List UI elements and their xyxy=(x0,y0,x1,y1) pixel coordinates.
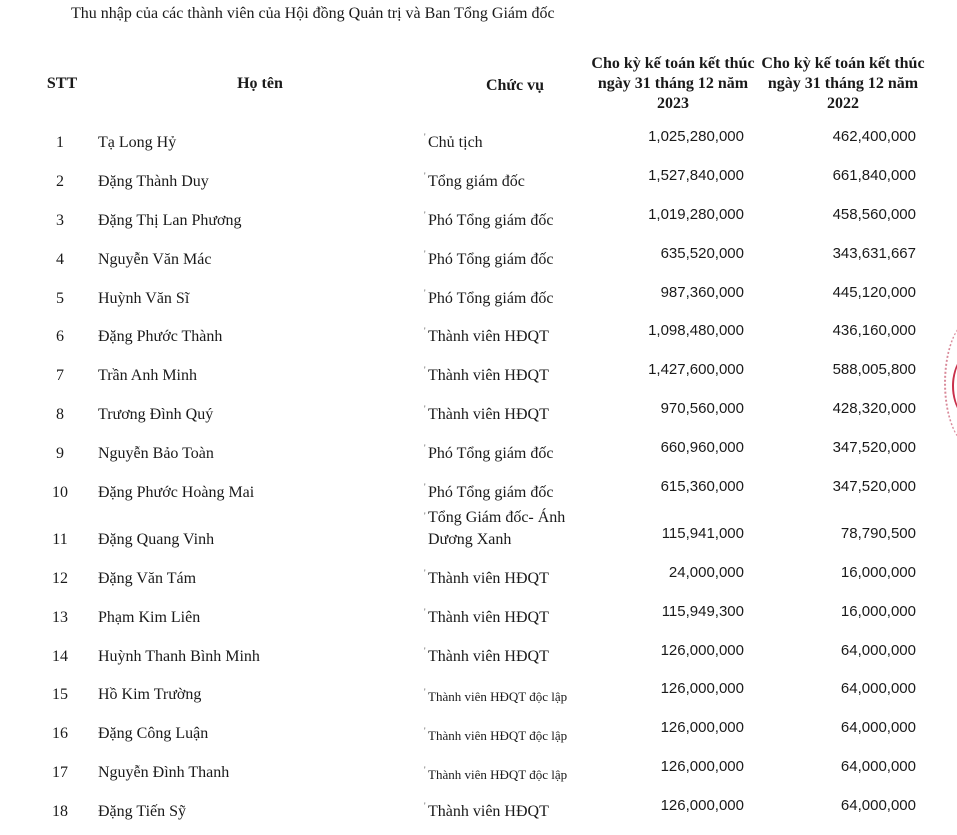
row-value-2023: 987,360,000 xyxy=(660,284,744,301)
row-name: Huỳnh Thanh Bình Minh xyxy=(98,648,260,665)
table-row xyxy=(0,603,957,641)
header-name: Họ tên xyxy=(237,75,283,92)
row-value-2023: 635,520,000 xyxy=(660,245,744,262)
row-stt: 17 xyxy=(52,764,68,781)
row-stt: 4 xyxy=(56,251,64,268)
row-name: Đặng Văn Tám xyxy=(98,570,197,587)
row-stt: 6 xyxy=(56,328,64,345)
row-value-2022: 64,000,000 xyxy=(840,680,916,697)
row-value-2022: 462,400,000 xyxy=(832,128,916,145)
table-row xyxy=(0,361,957,399)
row-position: ' Thành viên HĐQT xyxy=(428,367,549,385)
row-name: Đặng Tiến Sỹ xyxy=(98,803,187,820)
row-value-2023: 1,019,280,000 xyxy=(648,206,744,223)
table-row xyxy=(0,797,957,835)
row-stt: 8 xyxy=(56,406,64,423)
row-value-2022: 347,520,000 xyxy=(832,478,916,495)
row-value-2022: 436,160,000 xyxy=(832,322,916,339)
row-position: ' Phó Tổng giám đốc xyxy=(428,212,553,230)
row-stt: 18 xyxy=(52,803,68,820)
row-name: Đặng Phước Thành xyxy=(98,328,223,345)
row-stt: 16 xyxy=(52,725,68,742)
table-row xyxy=(0,758,957,796)
table-row xyxy=(0,128,957,166)
row-value-2022: 16,000,000 xyxy=(840,603,916,620)
row-value-2023: 1,527,840,000 xyxy=(648,167,744,184)
row-name: Nguyễn Bảo Toàn xyxy=(98,445,214,462)
row-name: Nguyễn Đình Thanh xyxy=(98,764,230,781)
row-value-2022: 343,631,667 xyxy=(832,245,916,262)
row-value-2023: 1,427,600,000 xyxy=(648,361,744,378)
row-value-2023: 126,000,000 xyxy=(660,642,744,659)
row-stt: 13 xyxy=(52,609,68,626)
table-row xyxy=(0,680,957,718)
table-row xyxy=(0,206,957,244)
seal-stamp xyxy=(944,318,957,448)
row-position: ' Phó Tổng giám đốc xyxy=(428,484,553,502)
row-name: Trần Anh Minh xyxy=(98,367,197,384)
row-value-2023: 126,000,000 xyxy=(660,758,744,775)
table-row xyxy=(0,719,957,757)
row-value-2023: 1,098,480,000 xyxy=(648,322,744,339)
table-row xyxy=(0,564,957,602)
table-row xyxy=(0,509,957,563)
row-position: ' Thành viên HĐQT xyxy=(428,570,549,588)
table-row xyxy=(0,642,957,680)
row-stt: 2 xyxy=(56,173,64,190)
row-value-2022: 661,840,000 xyxy=(832,167,916,184)
row-position: ' Thành viên HĐQT độc lập xyxy=(428,767,567,783)
row-stt: 5 xyxy=(56,290,64,307)
row-value-2023: 126,000,000 xyxy=(660,719,744,736)
row-position: ' Tổng Giám đốc- Ánh Dương Xanh xyxy=(428,507,598,551)
row-name: Phạm Kim Liên xyxy=(98,609,201,626)
row-value-2023: 1,025,280,000 xyxy=(648,128,744,145)
row-value-2023: 126,000,000 xyxy=(660,797,744,814)
row-value-2022: 458,560,000 xyxy=(832,206,916,223)
row-value-2022: 64,000,000 xyxy=(840,758,916,775)
table-row xyxy=(0,322,957,360)
row-position: ' Thành viên HĐQT xyxy=(428,328,549,346)
header-position: Chức vụ xyxy=(485,77,545,94)
row-value-2023: 115,949,300 xyxy=(661,603,744,620)
row-name: Hồ Kim Trường xyxy=(98,686,202,703)
row-name: Huỳnh Văn Sĩ xyxy=(98,290,190,307)
row-stt: 7 xyxy=(56,367,64,384)
row-value-2023: 970,560,000 xyxy=(660,400,744,417)
table-row xyxy=(0,245,957,283)
row-position: ' Phó Tổng giám đốc xyxy=(428,290,553,308)
row-stt: 12 xyxy=(52,570,68,587)
table-row xyxy=(0,400,957,438)
row-value-2022: 64,000,000 xyxy=(840,642,916,659)
table-row xyxy=(0,439,957,477)
row-value-2022: 428,320,000 xyxy=(832,400,916,417)
row-value-2022: 16,000,000 xyxy=(840,564,916,581)
row-stt: 15 xyxy=(52,686,68,703)
row-value-2022: 347,520,000 xyxy=(832,439,916,456)
row-position: ' Thành viên HĐQT xyxy=(428,406,549,424)
row-stt: 11 xyxy=(52,531,68,548)
row-value-2023: 615,360,000 xyxy=(660,478,744,495)
row-name: Tạ Long Hỷ xyxy=(98,134,177,151)
row-name: Đặng Phước Hoàng Mai xyxy=(98,484,255,501)
row-name: Nguyễn Văn Mác xyxy=(98,251,212,268)
row-name: Đặng Thị Lan Phương xyxy=(98,212,242,229)
row-stt: 14 xyxy=(52,648,68,665)
row-position: ' Thành viên HĐQT xyxy=(428,648,549,666)
row-position: ' Chủ tịch xyxy=(428,134,483,152)
row-value-2022: 78,790,500 xyxy=(840,525,916,542)
row-value-2022: 64,000,000 xyxy=(840,797,916,814)
row-position: ' Thành viên HĐQT xyxy=(428,803,549,821)
row-value-2023: 660,960,000 xyxy=(660,439,744,456)
row-position: ' Phó Tổng giám đốc xyxy=(428,251,553,269)
table-caption: Thu nhập của các thành viên của Hội đồng Quản trị và Ban Tổng Giám đốc xyxy=(71,5,555,22)
header-period-2023: Cho kỳ kế toán kết thúc ngày 31 tháng 12 năm 2023 xyxy=(591,55,755,112)
row-value-2022: 445,120,000 xyxy=(832,284,916,301)
header-stt: STT xyxy=(46,75,78,92)
row-name: Trương Đình Quý xyxy=(98,406,214,423)
row-value-2022: 588,005,800 xyxy=(832,361,916,378)
row-position: ' Thành viên HĐQT độc lập xyxy=(428,689,567,705)
row-value-2023: 115,941,000 xyxy=(661,525,744,542)
row-stt: 10 xyxy=(52,484,68,501)
row-name: Đặng Quang Vinh xyxy=(98,531,215,548)
row-stt: 3 xyxy=(56,212,64,229)
row-value-2023: 24,000,000 xyxy=(668,564,744,581)
row-stt: 9 xyxy=(56,445,64,462)
row-position: ' Thành viên HĐQT độc lập xyxy=(428,728,567,744)
row-position: ' Phó Tổng giám đốc xyxy=(428,445,553,463)
row-name: Đặng Công Luận xyxy=(98,725,209,742)
row-name: Đặng Thành Duy xyxy=(98,173,209,190)
row-value-2022: 64,000,000 xyxy=(840,719,916,736)
row-position: ' Thành viên HĐQT xyxy=(428,609,549,627)
table-row xyxy=(0,284,957,322)
row-position: ' Tổng giám đốc xyxy=(428,173,525,191)
row-value-2023: 126,000,000 xyxy=(660,680,744,697)
header-period-2022: Cho kỳ kế toán kết thúc ngày 31 tháng 12 năm 2022 xyxy=(761,55,925,112)
table-row xyxy=(0,167,957,205)
row-stt: 1 xyxy=(56,134,64,151)
